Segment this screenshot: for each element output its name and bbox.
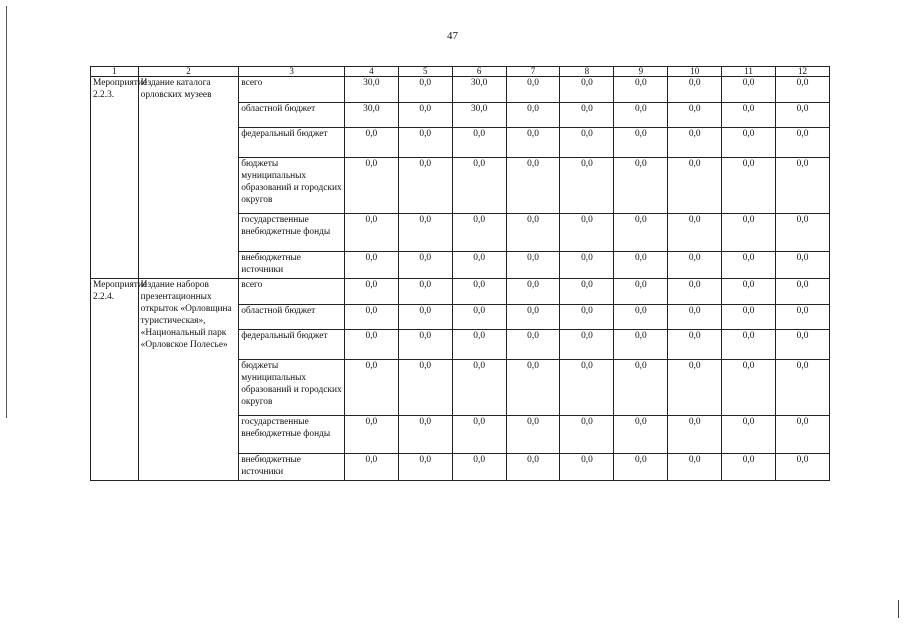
funding-value: 0,0 bbox=[560, 128, 614, 158]
funding-source: внебюджетные источники bbox=[239, 454, 345, 481]
funding-value: 0,0 bbox=[344, 214, 398, 252]
column-number: 5 bbox=[398, 67, 452, 77]
funding-source: государственные внебюджетные фонды bbox=[239, 214, 345, 252]
funding-value: 0,0 bbox=[506, 103, 560, 128]
funding-value: 0,0 bbox=[452, 454, 506, 481]
funding-value: 0,0 bbox=[776, 330, 830, 360]
binding-margin-line bbox=[6, 6, 7, 418]
scan-edge-mark bbox=[898, 600, 899, 618]
funding-value: 30,0 bbox=[344, 77, 398, 103]
funding-value: 0,0 bbox=[398, 214, 452, 252]
funding-value: 0,0 bbox=[560, 252, 614, 279]
funding-value: 0,0 bbox=[668, 158, 722, 214]
funding-value: 0,0 bbox=[614, 77, 668, 103]
page-number: 47 bbox=[447, 30, 458, 42]
column-number: 6 bbox=[452, 67, 506, 77]
column-number: 1 bbox=[91, 67, 139, 77]
funding-value: 0,0 bbox=[344, 360, 398, 416]
funding-value: 0,0 bbox=[668, 252, 722, 279]
funding-value: 0,0 bbox=[776, 214, 830, 252]
funding-value: 0,0 bbox=[668, 360, 722, 416]
column-number: 11 bbox=[722, 67, 776, 77]
funding-value: 0,0 bbox=[344, 252, 398, 279]
funding-value: 0,0 bbox=[452, 128, 506, 158]
table-row bbox=[91, 279, 830, 305]
funding-value: 0,0 bbox=[398, 279, 452, 305]
funding-value: 0,0 bbox=[344, 454, 398, 481]
funding-value: 0,0 bbox=[506, 360, 560, 416]
funding-source: всего bbox=[239, 279, 345, 305]
table-row bbox=[91, 77, 830, 103]
column-number: 4 bbox=[344, 67, 398, 77]
funding-value: 0,0 bbox=[398, 416, 452, 454]
funding-value: 0,0 bbox=[668, 214, 722, 252]
measure-code: Мероприятие 2.2.4. bbox=[91, 279, 139, 481]
funding-source: внебюджетные источники bbox=[239, 252, 345, 279]
funding-value: 0,0 bbox=[614, 360, 668, 416]
funding-value: 0,0 bbox=[776, 454, 830, 481]
funding-value: 0,0 bbox=[776, 252, 830, 279]
funding-value: 0,0 bbox=[560, 279, 614, 305]
funding-value: 0,0 bbox=[722, 305, 776, 330]
funding-value: 0,0 bbox=[560, 103, 614, 128]
funding-value: 0,0 bbox=[722, 103, 776, 128]
column-number: 7 bbox=[506, 67, 560, 77]
funding-value: 0,0 bbox=[668, 416, 722, 454]
funding-value: 0,0 bbox=[506, 77, 560, 103]
funding-value: 0,0 bbox=[506, 279, 560, 305]
funding-value: 0,0 bbox=[722, 77, 776, 103]
funding-value: 0,0 bbox=[560, 214, 614, 252]
funding-value: 0,0 bbox=[560, 330, 614, 360]
funding-value: 0,0 bbox=[722, 330, 776, 360]
funding-value: 0,0 bbox=[452, 252, 506, 279]
funding-value: 0,0 bbox=[398, 128, 452, 158]
funding-value: 0,0 bbox=[614, 330, 668, 360]
funding-value: 0,0 bbox=[398, 252, 452, 279]
funding-value: 0,0 bbox=[722, 252, 776, 279]
funding-value: 0,0 bbox=[722, 279, 776, 305]
measure-name: Издание каталога орловских музеев bbox=[138, 77, 239, 279]
measure-code: Мероприятие 2.2.3. bbox=[91, 77, 139, 279]
funding-value: 0,0 bbox=[398, 330, 452, 360]
funding-value: 0,0 bbox=[398, 360, 452, 416]
funding-value: 0,0 bbox=[668, 279, 722, 305]
funding-value: 0,0 bbox=[398, 158, 452, 214]
column-number: 2 bbox=[138, 67, 239, 77]
funding-value: 0,0 bbox=[722, 214, 776, 252]
funding-value: 0,0 bbox=[668, 305, 722, 330]
funding-value: 0,0 bbox=[776, 305, 830, 330]
funding-value: 0,0 bbox=[722, 416, 776, 454]
funding-value: 30,0 bbox=[452, 103, 506, 128]
funding-value: 0,0 bbox=[614, 128, 668, 158]
funding-value: 0,0 bbox=[776, 360, 830, 416]
funding-value: 0,0 bbox=[506, 454, 560, 481]
funding-source: бюджеты муниципальных образований и городских округов bbox=[239, 360, 345, 416]
funding-value: 0,0 bbox=[452, 330, 506, 360]
funding-value: 0,0 bbox=[452, 279, 506, 305]
funding-value: 0,0 bbox=[614, 158, 668, 214]
funding-source: государственные внебюджетные фонды bbox=[239, 416, 345, 454]
funding-value: 0,0 bbox=[344, 330, 398, 360]
funding-value: 0,0 bbox=[506, 330, 560, 360]
funding-value: 0,0 bbox=[398, 103, 452, 128]
funding-value: 0,0 bbox=[506, 416, 560, 454]
funding-value: 0,0 bbox=[344, 416, 398, 454]
funding-value: 0,0 bbox=[614, 454, 668, 481]
funding-value: 0,0 bbox=[344, 128, 398, 158]
funding-value: 0,0 bbox=[452, 158, 506, 214]
column-number: 10 bbox=[668, 67, 722, 77]
funding-value: 0,0 bbox=[398, 77, 452, 103]
column-number: 12 bbox=[776, 67, 830, 77]
funding-value: 0,0 bbox=[452, 305, 506, 330]
funding-value: 0,0 bbox=[722, 360, 776, 416]
funding-value: 0,0 bbox=[560, 454, 614, 481]
column-number: 8 bbox=[560, 67, 614, 77]
funding-value: 0,0 bbox=[398, 305, 452, 330]
funding-value: 0,0 bbox=[614, 279, 668, 305]
funding-value: 0,0 bbox=[776, 103, 830, 128]
column-number: 3 bbox=[239, 67, 345, 77]
funding-value: 0,0 bbox=[506, 214, 560, 252]
funding-source: бюджеты муниципальных образований и городских округов bbox=[239, 158, 345, 214]
funding-value: 0,0 bbox=[506, 158, 560, 214]
funding-value: 0,0 bbox=[776, 416, 830, 454]
funding-value: 0,0 bbox=[344, 158, 398, 214]
budget-table-body bbox=[91, 67, 830, 481]
funding-source: всего bbox=[239, 77, 345, 103]
funding-source: федеральный бюджет bbox=[239, 128, 345, 158]
funding-value: 0,0 bbox=[776, 128, 830, 158]
funding-value: 0,0 bbox=[668, 454, 722, 481]
funding-source: федеральный бюджет bbox=[239, 330, 345, 360]
funding-value: 30,0 bbox=[344, 103, 398, 128]
funding-value: 0,0 bbox=[614, 214, 668, 252]
funding-value: 0,0 bbox=[560, 158, 614, 214]
funding-value: 0,0 bbox=[668, 103, 722, 128]
funding-value: 30,0 bbox=[452, 77, 506, 103]
funding-value: 0,0 bbox=[614, 103, 668, 128]
funding-value: 0,0 bbox=[560, 360, 614, 416]
funding-value: 0,0 bbox=[668, 330, 722, 360]
funding-source: областной бюджет bbox=[239, 305, 345, 330]
funding-value: 0,0 bbox=[776, 77, 830, 103]
funding-value: 0,0 bbox=[452, 360, 506, 416]
column-number: 9 bbox=[614, 67, 668, 77]
funding-value: 0,0 bbox=[560, 77, 614, 103]
funding-value: 0,0 bbox=[560, 416, 614, 454]
funding-value: 0,0 bbox=[722, 128, 776, 158]
funding-value: 0,0 bbox=[452, 416, 506, 454]
funding-value: 0,0 bbox=[722, 454, 776, 481]
funding-value: 0,0 bbox=[560, 305, 614, 330]
funding-value: 0,0 bbox=[398, 454, 452, 481]
funding-value: 0,0 bbox=[344, 279, 398, 305]
column-number-row bbox=[91, 67, 830, 77]
budget-table bbox=[90, 66, 830, 481]
funding-value: 0,0 bbox=[668, 77, 722, 103]
funding-value: 0,0 bbox=[614, 416, 668, 454]
funding-value: 0,0 bbox=[506, 252, 560, 279]
funding-value: 0,0 bbox=[614, 305, 668, 330]
funding-value: 0,0 bbox=[776, 279, 830, 305]
measure-name: Издание наборов презентационных открыток «Орловщина туристическая», «Национальный парк «Орловское Полесье» bbox=[138, 279, 239, 481]
funding-value: 0,0 bbox=[452, 214, 506, 252]
funding-value: 0,0 bbox=[614, 252, 668, 279]
funding-value: 0,0 bbox=[776, 158, 830, 214]
funding-value: 0,0 bbox=[668, 128, 722, 158]
funding-source: областной бюджет bbox=[239, 103, 345, 128]
funding-value: 0,0 bbox=[344, 305, 398, 330]
funding-value: 0,0 bbox=[722, 158, 776, 214]
funding-value: 0,0 bbox=[506, 128, 560, 158]
funding-value: 0,0 bbox=[506, 305, 560, 330]
